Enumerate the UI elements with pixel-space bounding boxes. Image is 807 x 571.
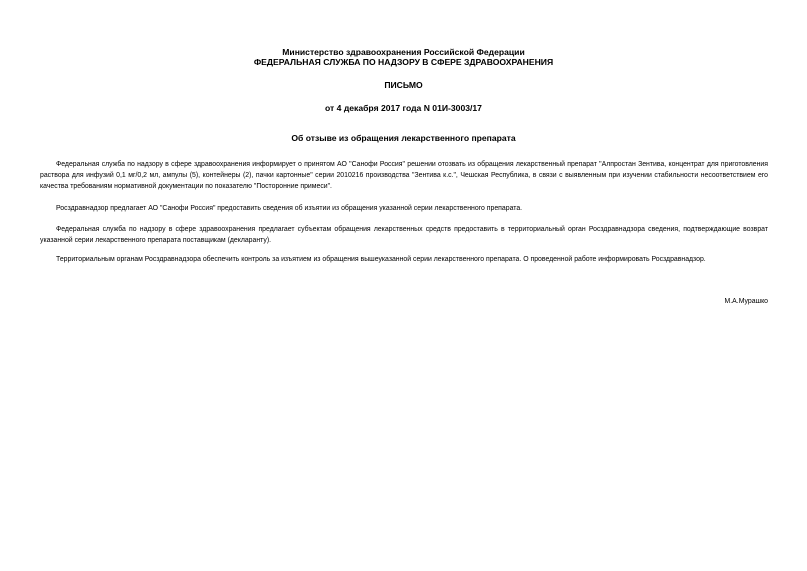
document-date-number: от 4 декабря 2017 года N 01И-3003/17 [325, 103, 482, 113]
body-paragraph: Федеральная служба по надзору в сфере здравоохранения информирует о принятом АО "Санофи Россия" решении отозвать из обращения лекарственный препарат "Алпростан Зентива, концентрат для приготовления раствора для инфузий 0,1 мг/0,2 мл, ампулы (5), контейнеры (2), пачки картонные" серии 2010216 производства "Зентива к.с.", Чешская Республика, в связи с выявленным при изучении стабильности несоответствием его качества требованиям нормативной документации по показателю "Посторонние примеси". [40, 161, 768, 191]
service-name: ФЕДЕРАЛЬНАЯ СЛУЖБА ПО НАДЗОРУ В СФЕРЕ ЗДРАВООХРАНЕНИЯ [253, 57, 554, 67]
body-paragraph: Территориальным органам Росздравнадзора обеспечить контроль за изъятием из обращения вышеуказанной серии лекарственного препарата. О проведенной работе информировать Росздравнадзор. [56, 256, 706, 263]
body-paragraph: Росздравнадзор предлагает АО "Санофи Россия" предоставить сведения об изъятии из обращения указанной серии лекарственного препарата. [56, 205, 523, 212]
document-type: ПИСЬМО [384, 80, 423, 90]
document-subject: Об отзыве из обращения лекарственного препарата [291, 133, 516, 143]
ministry-name: Министерство здравоохранения Российской Федерации [282, 47, 525, 57]
body-paragraph: Федеральная служба по надзору в сфере здравоохранения предлагает субъектам обращения лекарственных средств предоставить в территориальный орган Росздравнадзора сведения, подтверждающие возврат указанной серии лекарственного препарата поставщикам (декларанту). [40, 226, 768, 245]
signature-name: М.А.Мурашко [724, 298, 768, 305]
